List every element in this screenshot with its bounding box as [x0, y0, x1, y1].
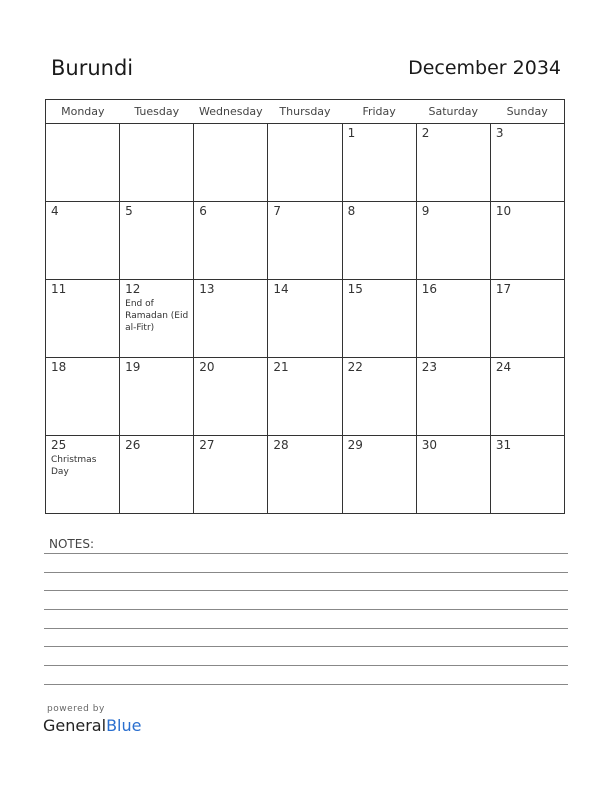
- day-cell: [416, 202, 490, 280]
- brand-logo: [43, 716, 141, 735]
- day-cell: [194, 358, 268, 436]
- day-cell: [120, 358, 194, 436]
- day-number: 17: [495, 282, 512, 296]
- brand-general: General: [43, 716, 107, 735]
- day-number: 26: [125, 438, 141, 452]
- day-cell: [268, 124, 342, 202]
- day-cell: [416, 358, 490, 436]
- day-number: 13: [199, 282, 215, 296]
- day-cell: [490, 436, 564, 514]
- day-number: 28: [273, 438, 289, 452]
- day-number: 8: [347, 204, 356, 218]
- day-number: 9: [421, 204, 430, 218]
- note-line: [44, 646, 568, 647]
- day-cell: [268, 436, 342, 514]
- day-cell: [416, 436, 490, 514]
- day-number: 31: [495, 438, 512, 452]
- weekday-header: Thursday: [268, 100, 342, 124]
- week-row: [46, 358, 565, 436]
- day-cell: [490, 202, 564, 280]
- weekday-header: Wednesday: [194, 100, 268, 124]
- week-row: [46, 202, 565, 280]
- country-title: Burundi: [51, 56, 134, 80]
- day-number: 18: [51, 360, 67, 374]
- month-year-title: December 2034: [408, 57, 561, 79]
- day-cell: [342, 124, 416, 202]
- day-cell: [120, 280, 194, 358]
- weekday-header-row: [46, 100, 565, 124]
- powered-by-text: powered by: [47, 704, 105, 714]
- day-cell: [342, 202, 416, 280]
- day-cell: [342, 358, 416, 436]
- day-cell: [194, 436, 268, 514]
- note-line: [44, 609, 568, 610]
- day-number: 3: [495, 126, 504, 140]
- day-cell: [120, 202, 194, 280]
- day-cell: [268, 280, 342, 358]
- week-row: [46, 436, 565, 514]
- brand-blue: Blue: [106, 716, 142, 735]
- day-cell: [268, 202, 342, 280]
- weekday-header: Saturday: [416, 100, 490, 124]
- week-row: [46, 124, 565, 202]
- day-cell: [416, 124, 490, 202]
- day-cell: [46, 358, 120, 436]
- day-number: 1: [347, 126, 356, 140]
- day-cell: [120, 436, 194, 514]
- day-cell: [194, 202, 268, 280]
- day-number: 12: [125, 282, 141, 296]
- day-cell: [194, 124, 268, 202]
- day-number: 4: [51, 204, 59, 218]
- day-cell: [416, 280, 490, 358]
- day-cell: [268, 358, 342, 436]
- note-line: [44, 628, 568, 629]
- day-number: 16: [421, 282, 437, 296]
- day-number: 23: [421, 360, 437, 374]
- day-cell: [46, 280, 120, 358]
- day-cell: [342, 436, 416, 514]
- notes-label: NOTES:: [49, 537, 94, 551]
- week-row: [46, 280, 565, 358]
- day-cell: [46, 202, 120, 280]
- day-number: 24: [495, 360, 512, 374]
- calendar-grid: [45, 99, 565, 514]
- note-line: [44, 553, 568, 554]
- day-cell: [342, 280, 416, 358]
- day-number: 2: [421, 126, 430, 140]
- day-number: 14: [273, 282, 289, 296]
- day-number: 30: [421, 438, 437, 452]
- day-cell: [46, 124, 120, 202]
- day-number: 25: [51, 438, 67, 452]
- weekday-header: Monday: [46, 100, 120, 124]
- note-line: [44, 590, 568, 591]
- weekday-header: Sunday: [490, 100, 564, 124]
- day-number: 20: [199, 360, 215, 374]
- weekday-header: Friday: [342, 100, 416, 124]
- day-number: 11: [51, 282, 67, 296]
- day-number: 22: [347, 360, 363, 374]
- day-number: 29: [347, 438, 363, 452]
- day-number: 7: [273, 204, 282, 218]
- day-cell: [194, 280, 268, 358]
- day-number: 27: [199, 438, 215, 452]
- day-cell: [490, 358, 564, 436]
- day-number: 15: [347, 282, 363, 296]
- weekday-header: Tuesday: [120, 100, 194, 124]
- day-number: 19: [125, 360, 141, 374]
- holiday-label: End of Ramadan (Eid al-Fitr): [125, 299, 189, 333]
- day-number: 10: [495, 204, 512, 218]
- note-line: [44, 684, 568, 685]
- day-number: 21: [273, 360, 289, 374]
- day-cell: [490, 124, 564, 202]
- day-number: 5: [125, 204, 133, 218]
- day-number: 6: [199, 204, 207, 218]
- day-cell: [120, 124, 194, 202]
- note-line: [44, 665, 568, 666]
- day-cell: [46, 436, 120, 514]
- holiday-label: Christmas Day: [51, 455, 97, 477]
- day-cell: [490, 280, 564, 358]
- note-line: [44, 572, 568, 573]
